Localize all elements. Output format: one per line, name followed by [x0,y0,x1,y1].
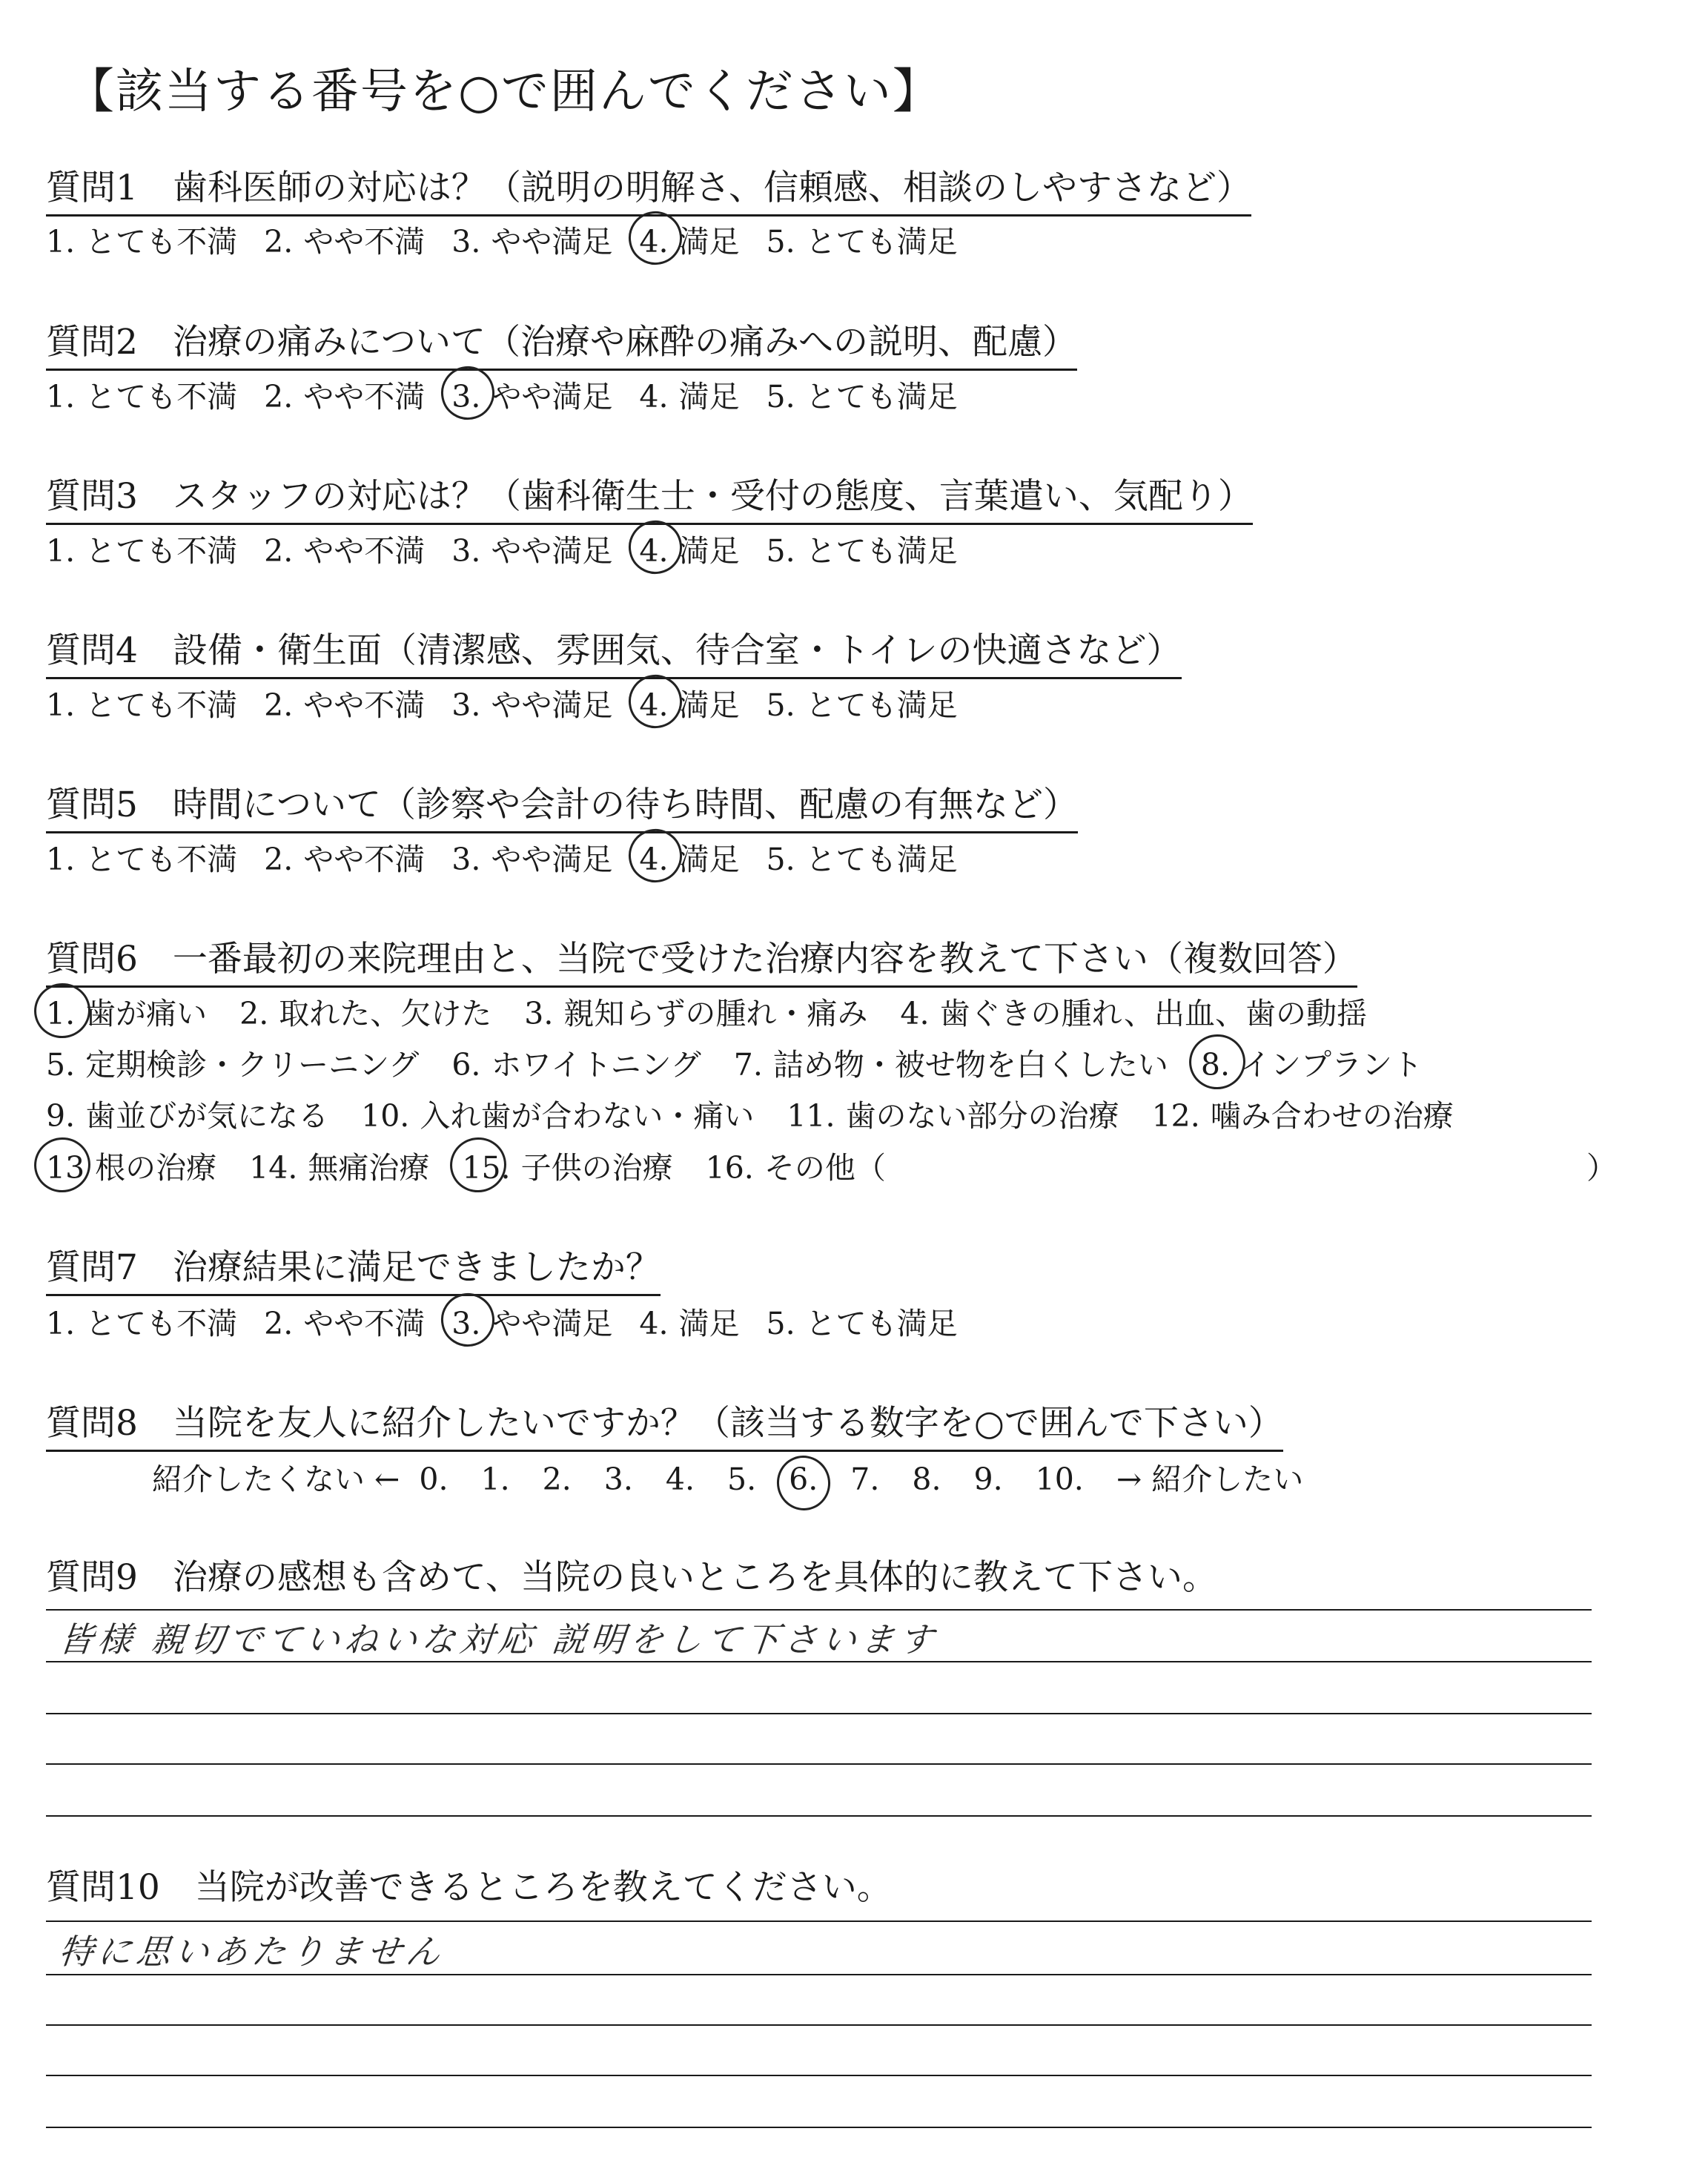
q7-option-label: 満足 [678,1306,740,1341]
q1-option-label: やや満足 [491,224,613,260]
q6-option-number: 13 [46,1150,85,1186]
q6-option-9[interactable] [46,1091,328,1135]
q4-option-label: とても不満 [85,687,238,723]
q2-option-3-circled[interactable] [451,372,612,416]
q9-answer-line-1 [46,1609,1592,1611]
q7-option-3-circled[interactable] [451,1299,612,1343]
q8-scale-10[interactable]: 10. [1035,1462,1084,1497]
q3-option-number: 2. [264,533,294,569]
q5-option-label: やや不満 [303,842,426,877]
q8-title: 質問8 当院を友人に紹介したいですか？（該当する数字を○で囲んで下さい） [46,1396,1283,1452]
q9-answer-line-5 [46,1815,1592,1817]
q2-option-number: 2. [264,379,294,415]
q5-option-label: とても満足 [805,842,958,877]
q6-option-7[interactable] [734,1040,1168,1084]
q6-option-label: 根の治療 [95,1150,217,1186]
q3-options [46,526,984,570]
q4-option-label: とても満足 [805,687,958,723]
q3-title: 質問3 スタッフの対応は？（歯科衛生士・受付の態度、言葉遣い、気配り） [46,469,1253,525]
q6-option-label: 詰め物・被せ物を白くしたい [772,1047,1168,1083]
q4-option-3[interactable] [451,681,612,724]
q2-option-5[interactable] [767,372,958,416]
q3-option-number: 1. [46,533,76,569]
q8-scale-4[interactable]: 4. [665,1462,695,1497]
q6-option-number: 2. [239,996,269,1031]
q1-option-number: 3. [451,224,481,260]
q7-option-number: 5. [766,1306,795,1341]
q5-option-number: 1. [46,842,76,877]
q8-scale-8[interactable]: 8. [912,1462,941,1497]
q5-option-number: 3. [451,842,481,877]
q3-option-label: とても満足 [805,533,958,569]
q7-option-label: とても不満 [85,1306,238,1341]
q1-option-label: とても満足 [805,224,958,260]
q3-option-label: 満足 [678,533,740,569]
q6-option-5[interactable] [46,1040,419,1084]
q8-right-label: → 紹介したい [1116,1462,1304,1497]
q6-option-number: 7. [733,1047,763,1083]
q9-handwritten-answer: 皆様 親切でていねいな対応 説明をして下さいます [56,1619,940,1659]
q4-option-label: やや不満 [303,687,426,723]
q9-title: 質問9 治療の感想も含めて、当院の良いところを具体的に教えて下さい。 [46,1557,1217,1598]
q6-option-label: 取れた、欠けた [279,996,492,1031]
q6-title: 質問6 一番最初の来院理由と、当院で受けた治療内容を教えて下さい（複数回答） [46,931,1357,988]
q6-option-number: 16. [705,1150,754,1186]
q6-option-label: 歯ぐきの腫れ、出血、歯の動揺 [939,996,1367,1031]
q1-option-label: 満足 [678,224,740,260]
q2-option-number: 1. [46,379,76,415]
q5-option-number: 4. [639,842,669,877]
q3-option-label: やや不満 [303,533,426,569]
q6-option-number: 11. [787,1098,835,1134]
q3-option-label: とても不満 [85,533,238,569]
q6-option-label: 歯のない部分の治療 [845,1098,1119,1134]
q7-option-number: 4. [639,1306,669,1341]
q9-answer-line-4 [46,1763,1592,1765]
q1-option-3[interactable] [451,217,612,261]
q7-option-4[interactable] [639,1299,739,1343]
q4-option-2[interactable] [264,681,425,724]
q6-option-label: 歯が痛い [85,996,208,1031]
q6-option-number: 10. [361,1098,410,1134]
q5-option-2[interactable] [264,835,425,879]
q10-handwritten-answer: 特に思いあたりません [56,1932,447,1972]
q3-option-5[interactable] [767,526,958,570]
q3-option-number: 5. [766,533,795,569]
q8-left-label: 紹介したくない ← [152,1462,400,1497]
q9-answer-line-2 [46,1661,1592,1662]
q5-option-number: 2. [264,842,294,877]
q1-title: 質問1 歯科医師の対応は？（説明の明解さ、信頼感、相談のしやすさなど） [46,160,1251,217]
q4-option-number: 2. [264,687,294,723]
q3-option-2[interactable] [264,526,425,570]
q2-option-1[interactable] [46,372,237,416]
q5-title: 質問5 時間について（診察や会計の待ち時間、配慮の有無など） [46,777,1078,833]
q2-title: 質問2 治療の痛みについて（治療や麻酔の痛みへの説明、配慮） [46,314,1077,371]
q6-option-label: その他（ [764,1150,886,1186]
q6-option-label: 子供の治療 [520,1150,673,1186]
q8-scale [152,1455,1303,1499]
q6-option-8-circled[interactable] [1201,1040,1423,1084]
q2-option-4[interactable] [639,372,739,416]
q8-scale-3[interactable]: 3. [603,1462,633,1497]
q3-option-number: 3. [451,533,481,569]
q4-title: 質問4 設備・衛生面（清潔感、雰囲気、待合室・トイレの快適さなど） [46,623,1182,679]
q3-option-number: 4. [639,533,669,569]
q1-options [46,217,984,261]
q6-option-6[interactable] [451,1040,701,1084]
q6-option-label: インプラント [1240,1047,1423,1083]
q6-option-label: 親知らずの腫れ・痛み [563,996,868,1031]
q7-option-label: やや満足 [491,1306,613,1341]
q6-option-label: 噛み合わせの治療 [1210,1098,1454,1134]
q10-answer-line-4 [46,2075,1592,2076]
q5-option-label: とても不満 [85,842,238,877]
q2-option-number: 3. [451,379,481,415]
q4-option-4-circled[interactable] [639,681,739,724]
q2-option-label: やや満足 [491,379,613,415]
q5-option-3[interactable] [451,835,612,879]
q7-option-1[interactable] [46,1299,237,1343]
q7-option-2[interactable] [264,1299,425,1343]
q5-options [46,835,984,879]
q6-option-number: 9. [46,1098,76,1134]
q8-scale-2[interactable]: 2. [542,1462,572,1497]
q5-option-1[interactable] [46,835,237,879]
q4-option-number: 1. [46,687,76,723]
q6-option-number: 4. [900,996,930,1031]
q4-options [46,681,984,724]
q4-option-label: 満足 [678,687,740,723]
q8-scale-1[interactable]: 1. [480,1462,510,1497]
instruction-header: 【該当する番号を○で囲んでください】 [67,65,941,119]
q6-options-row-4 [46,1143,918,1187]
q5-option-label: 満足 [678,842,740,877]
q6-option-12[interactable] [1152,1091,1454,1135]
q7-title: 質問7 治療結果に満足できましたか？ [46,1240,661,1296]
q4-option-number: 5. [766,687,795,723]
q2-options [46,372,984,416]
q1-option-2[interactable] [264,217,425,261]
q6-option-number: 15. [462,1150,511,1186]
q6-options-row-2 [46,1040,1455,1084]
q1-option-number: 1. [46,224,76,260]
q2-option-number: 4. [639,379,669,415]
q5-option-label: やや満足 [491,842,613,877]
q6-options-row-1 [46,989,1400,1033]
q10-answer-line-1 [46,1920,1592,1922]
q6-option-3[interactable] [524,989,867,1033]
q6-option-label: ホワイトニング [491,1047,701,1083]
q2-option-2[interactable] [264,372,425,416]
q4-option-number: 3. [451,687,481,723]
q7-option-label: やや不満 [303,1306,426,1341]
q6-option-number: 6. [451,1047,481,1083]
q6-option-1-circled[interactable] [46,989,207,1033]
q4-option-1[interactable] [46,681,237,724]
q1-option-5[interactable] [767,217,958,261]
q1-option-label: とても不満 [85,224,238,260]
q6-option-2[interactable] [239,989,491,1033]
q5-option-number: 5. [766,842,795,877]
q6-options-row-3 [46,1091,1486,1135]
q6-option-number: 5. [46,1047,76,1083]
q6-option-10[interactable] [361,1091,754,1135]
q3-option-4-circled[interactable] [639,526,739,570]
q2-option-label: とても満足 [805,379,958,415]
q6-option-number: 1. [46,996,76,1031]
q6-option-15-circled[interactable] [462,1143,672,1187]
q6-option-label: 無痛治療 [308,1150,430,1186]
q3-option-1[interactable] [46,526,237,570]
q4-option-label: やや満足 [491,687,613,723]
q7-option-5[interactable] [767,1299,958,1343]
q3-option-3[interactable] [451,526,612,570]
q6-option-number: 12. [1151,1098,1200,1134]
q8-scale-9[interactable]: 9. [973,1462,1003,1497]
q3-option-label: やや満足 [491,533,613,569]
q6-option-16[interactable] [706,1143,886,1187]
q6-option-label: 入れ歯が合わない・痛い [420,1098,755,1134]
q10-title: 質問10 当院が改善できるところを教えてください。 [46,1867,892,1908]
q6-option-13-circled[interactable] [46,1143,216,1187]
q6-option-number: 14. [249,1150,298,1186]
q5-option-4-circled[interactable] [639,835,739,879]
q9-answer-line-3 [46,1713,1592,1714]
q6-option-4[interactable] [900,989,1367,1033]
q6-option-label: 定期検診・クリーニング [85,1047,420,1083]
q2-option-label: やや不満 [303,379,426,415]
q6-option-number: 8. [1200,1047,1230,1083]
q8-scale-5[interactable]: 5. [727,1462,757,1497]
q8-scale-0[interactable]: 0. [419,1462,448,1497]
q4-option-number: 4. [639,687,669,723]
q7-option-label: とても満足 [805,1306,958,1341]
q2-option-label: 満足 [678,379,740,415]
q10-answer-line-3 [46,2024,1592,2026]
q6-other-close-paren: ） [1586,1150,1617,1186]
q2-option-number: 5. [766,379,795,415]
q8-scale-7[interactable]: 7. [850,1462,880,1497]
q6-option-label: 歯並びが気になる [85,1098,329,1134]
q1-option-1[interactable] [46,217,237,261]
q7-option-number: 2. [264,1306,294,1341]
q5-option-5[interactable] [767,835,958,879]
q7-option-number: 3. [451,1306,481,1341]
q1-option-number: 2. [264,224,294,260]
q2-option-label: とても不満 [85,379,238,415]
q6-option-14[interactable] [249,1143,429,1187]
q1-option-number: 4. [639,224,669,260]
q6-option-11[interactable] [787,1091,1119,1135]
q4-option-5[interactable] [767,681,958,724]
q1-option-number: 5. [766,224,795,260]
q8-scale-6-circled[interactable]: 6. [789,1462,818,1497]
q10-answer-line-5 [46,2127,1592,2128]
q7-options [46,1299,984,1343]
q1-option-label: やや不満 [303,224,426,260]
q6-option-number: 3. [524,996,554,1031]
q10-answer-line-2 [46,1974,1592,1975]
q1-option-4-circled[interactable] [639,217,739,261]
q7-option-number: 1. [46,1306,76,1341]
